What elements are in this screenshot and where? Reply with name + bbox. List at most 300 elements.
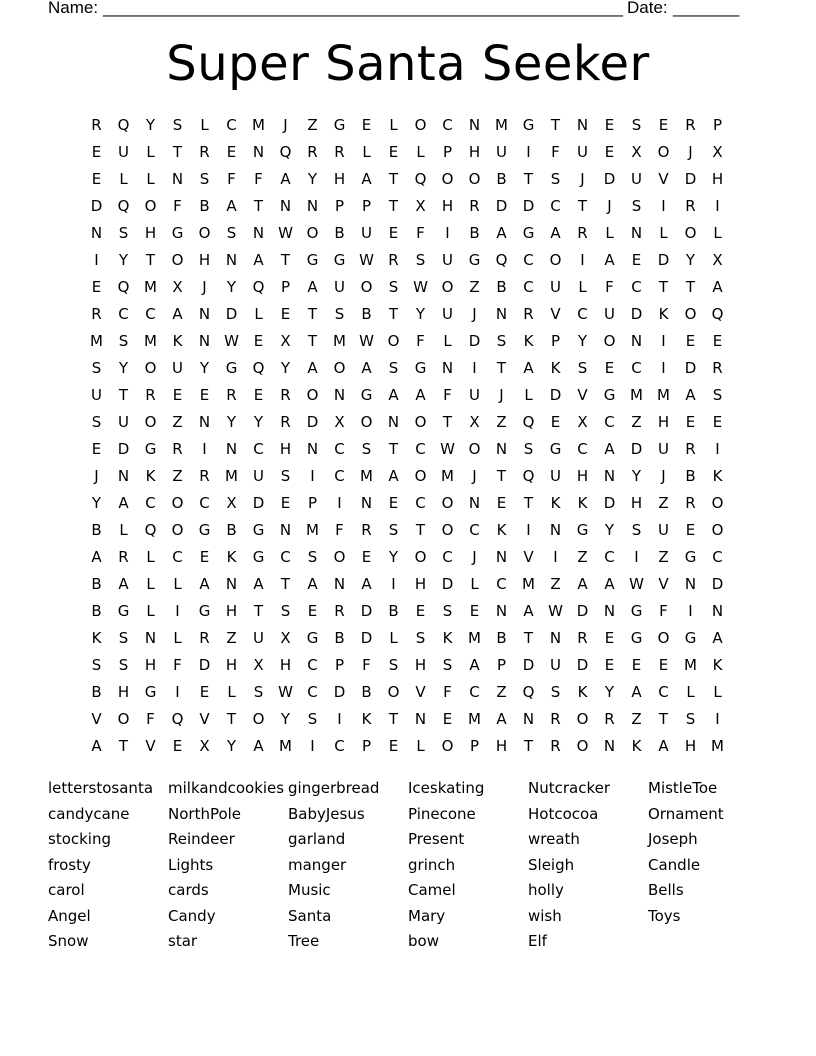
grid-letter[interactable]: Y <box>145 116 156 134</box>
grid-letter[interactable]: U <box>658 521 669 539</box>
grid-letter[interactable]: U <box>550 467 561 485</box>
grid-letter[interactable]: R <box>685 440 696 458</box>
grid-letter[interactable]: A <box>604 251 615 269</box>
grid-letter[interactable]: S <box>388 656 399 674</box>
grid-letter[interactable]: I <box>553 548 558 566</box>
grid-letter[interactable]: L <box>416 737 425 755</box>
grid-letter[interactable]: O <box>657 143 670 161</box>
grid-letter[interactable]: R <box>685 197 696 215</box>
grid-letter[interactable]: M <box>279 737 292 755</box>
grid-letter[interactable]: H <box>144 224 157 242</box>
grid-letter[interactable]: E <box>658 116 669 134</box>
grid-letter[interactable]: D <box>117 440 130 458</box>
grid-letter[interactable]: S <box>307 548 318 566</box>
grid-letter[interactable]: D <box>468 332 481 350</box>
grid-letter[interactable]: D <box>198 656 211 674</box>
grid-letter[interactable]: A <box>523 602 534 620</box>
grid-letter[interactable]: Q <box>522 413 535 431</box>
grid-letter[interactable]: E <box>388 494 399 512</box>
grid-letter[interactable]: T <box>523 737 534 755</box>
grid-letter[interactable]: X <box>172 278 183 296</box>
grid-letter[interactable]: S <box>415 251 426 269</box>
grid-letter[interactable]: U <box>118 413 129 431</box>
grid-letter[interactable]: E <box>199 548 210 566</box>
grid-letter[interactable]: D <box>603 494 616 512</box>
grid-letter[interactable]: E <box>604 629 615 647</box>
grid-letter[interactable]: Y <box>91 494 102 512</box>
grid-letter[interactable]: T <box>388 305 399 323</box>
grid-letter[interactable]: N <box>495 602 508 620</box>
grid-letter[interactable]: T <box>577 197 588 215</box>
grid-letter[interactable]: N <box>252 143 265 161</box>
grid-letter[interactable]: D <box>549 386 562 404</box>
grid-letter[interactable]: Z <box>577 548 588 566</box>
grid-letter[interactable]: A <box>118 575 129 593</box>
grid-letter[interactable]: H <box>414 575 427 593</box>
grid-letter[interactable]: N <box>522 710 535 728</box>
grid-letter[interactable]: S <box>523 440 534 458</box>
grid-letter[interactable]: I <box>472 359 477 377</box>
grid-letter[interactable]: D <box>657 251 670 269</box>
grid-letter[interactable]: K <box>712 656 723 674</box>
grid-letter[interactable]: A <box>280 170 291 188</box>
grid-letter[interactable]: W <box>548 602 563 620</box>
grid-letter[interactable]: O <box>387 332 400 350</box>
grid-letter[interactable]: D <box>90 197 103 215</box>
grid-letter[interactable]: A <box>388 467 399 485</box>
grid-letter[interactable]: H <box>198 251 211 269</box>
grid-letter[interactable]: N <box>90 224 103 242</box>
grid-letter[interactable]: H <box>144 656 157 674</box>
grid-letter[interactable]: E <box>361 548 372 566</box>
grid-letter[interactable]: F <box>416 224 425 242</box>
grid-letter[interactable]: O <box>360 413 373 431</box>
grid-letter[interactable]: Q <box>252 278 265 296</box>
grid-letter[interactable]: R <box>604 710 615 728</box>
grid-letter[interactable]: L <box>470 575 479 593</box>
grid-letter[interactable]: K <box>226 548 237 566</box>
grid-letter[interactable]: O <box>144 359 157 377</box>
grid-letter[interactable]: O <box>414 548 427 566</box>
grid-letter[interactable]: I <box>715 710 720 728</box>
grid-letter[interactable]: F <box>227 170 236 188</box>
grid-letter[interactable]: C <box>604 548 615 566</box>
grid-letter[interactable]: F <box>416 332 425 350</box>
grid-letter[interactable]: E <box>631 656 642 674</box>
grid-letter[interactable]: N <box>198 413 211 431</box>
grid-letter[interactable]: N <box>711 602 724 620</box>
grid-letter[interactable]: E <box>604 656 615 674</box>
grid-letter[interactable]: K <box>631 737 642 755</box>
grid-letter[interactable]: O <box>171 251 184 269</box>
grid-letter[interactable]: T <box>118 386 129 404</box>
grid-letter[interactable]: C <box>415 494 426 512</box>
grid-letter[interactable]: K <box>523 332 534 350</box>
grid-letter[interactable]: G <box>522 116 535 134</box>
grid-letter[interactable]: O <box>360 278 373 296</box>
grid-letter[interactable]: A <box>253 251 264 269</box>
grid-letter[interactable]: J <box>688 143 693 161</box>
grid-letter[interactable]: S <box>631 116 642 134</box>
grid-letter[interactable]: U <box>334 278 345 296</box>
grid-letter[interactable]: Y <box>253 413 264 431</box>
grid-letter[interactable]: A <box>550 224 561 242</box>
grid-letter[interactable]: A <box>712 278 723 296</box>
grid-letter[interactable]: J <box>661 467 666 485</box>
grid-letter[interactable]: Z <box>496 683 507 701</box>
grid-letter[interactable]: A <box>307 575 318 593</box>
grid-letter[interactable]: W <box>359 332 374 350</box>
grid-letter[interactable]: X <box>712 143 723 161</box>
grid-letter[interactable]: A <box>604 575 615 593</box>
grid-letter[interactable]: G <box>630 629 643 647</box>
grid-letter[interactable]: X <box>469 413 480 431</box>
grid-letter[interactable]: T <box>388 170 399 188</box>
grid-letter[interactable]: Y <box>226 278 237 296</box>
grid-letter[interactable]: N <box>495 440 508 458</box>
grid-letter[interactable]: E <box>604 359 615 377</box>
grid-letter[interactable]: M <box>630 386 643 404</box>
grid-letter[interactable]: A <box>91 548 102 566</box>
grid-letter[interactable]: E <box>253 332 264 350</box>
grid-letter[interactable]: Q <box>117 278 130 296</box>
grid-letter[interactable]: Z <box>658 494 669 512</box>
grid-letter[interactable]: M <box>144 278 157 296</box>
grid-letter[interactable]: M <box>657 386 670 404</box>
grid-letter[interactable]: L <box>119 170 128 188</box>
grid-letter[interactable]: F <box>362 656 371 674</box>
grid-letter[interactable]: O <box>171 494 184 512</box>
grid-letter[interactable]: W <box>278 224 293 242</box>
grid-letter[interactable]: W <box>359 251 374 269</box>
grid-letter[interactable]: F <box>605 278 614 296</box>
grid-letter[interactable]: I <box>715 440 720 458</box>
grid-letter[interactable]: Z <box>172 467 183 485</box>
grid-letter[interactable]: I <box>715 197 720 215</box>
grid-letter[interactable]: Q <box>117 116 130 134</box>
grid-letter[interactable]: P <box>361 737 372 755</box>
grid-letter[interactable]: Y <box>577 332 588 350</box>
grid-letter[interactable]: W <box>629 575 644 593</box>
grid-letter[interactable]: Y <box>415 305 426 323</box>
grid-letter[interactable]: W <box>278 683 293 701</box>
grid-letter[interactable]: O <box>441 494 454 512</box>
grid-letter[interactable]: L <box>146 602 155 620</box>
grid-letter[interactable]: H <box>414 656 427 674</box>
grid-letter[interactable]: S <box>388 521 399 539</box>
grid-letter[interactable]: E <box>388 224 399 242</box>
grid-letter[interactable]: M <box>144 332 157 350</box>
grid-letter[interactable]: R <box>334 602 345 620</box>
grid-letter[interactable]: G <box>630 602 643 620</box>
grid-letter[interactable]: B <box>496 170 507 188</box>
grid-letter[interactable]: A <box>631 683 642 701</box>
grid-letter[interactable]: Y <box>388 548 399 566</box>
grid-letter[interactable]: F <box>443 683 452 701</box>
grid-letter[interactable]: N <box>549 629 562 647</box>
grid-letter[interactable]: E <box>658 656 669 674</box>
grid-letter[interactable]: M <box>711 737 724 755</box>
grid-letter[interactable]: W <box>440 440 455 458</box>
grid-letter[interactable]: Q <box>711 305 724 323</box>
grid-letter[interactable]: R <box>280 413 291 431</box>
grid-letter[interactable]: R <box>685 494 696 512</box>
grid-letter[interactable]: O <box>144 413 157 431</box>
grid-letter[interactable]: H <box>576 467 589 485</box>
grid-letter[interactable]: Y <box>280 359 291 377</box>
grid-letter[interactable]: O <box>576 710 589 728</box>
grid-letter[interactable]: D <box>630 440 643 458</box>
grid-letter[interactable]: T <box>523 170 534 188</box>
grid-letter[interactable]: M <box>522 575 535 593</box>
grid-letter[interactable]: N <box>198 332 211 350</box>
grid-letter[interactable]: C <box>199 494 210 512</box>
grid-letter[interactable]: R <box>550 737 561 755</box>
grid-letter[interactable]: M <box>495 116 508 134</box>
grid-letter[interactable]: A <box>199 575 210 593</box>
grid-letter[interactable]: M <box>252 116 265 134</box>
grid-letter[interactable]: Z <box>658 548 669 566</box>
grid-letter[interactable]: T <box>658 278 669 296</box>
grid-letter[interactable]: U <box>172 359 183 377</box>
grid-letter[interactable]: Y <box>280 710 291 728</box>
grid-letter[interactable]: H <box>657 413 670 431</box>
grid-letter[interactable]: S <box>577 359 588 377</box>
grid-letter[interactable]: L <box>146 548 155 566</box>
grid-letter[interactable]: E <box>712 413 723 431</box>
grid-letter[interactable]: D <box>576 656 589 674</box>
grid-letter[interactable]: S <box>685 710 696 728</box>
grid-letter[interactable]: R <box>91 305 102 323</box>
grid-letter[interactable]: X <box>226 494 237 512</box>
grid-letter[interactable]: N <box>333 386 346 404</box>
grid-letter[interactable]: A <box>226 197 237 215</box>
grid-letter[interactable]: C <box>280 548 291 566</box>
grid-letter[interactable]: B <box>334 224 345 242</box>
grid-letter[interactable]: S <box>631 521 642 539</box>
grid-letter[interactable]: B <box>91 521 102 539</box>
grid-letter[interactable]: P <box>361 197 372 215</box>
grid-letter[interactable]: C <box>442 548 453 566</box>
grid-letter[interactable]: T <box>523 494 534 512</box>
grid-letter[interactable]: U <box>550 656 561 674</box>
grid-letter[interactable]: S <box>118 629 129 647</box>
grid-letter[interactable]: X <box>280 629 291 647</box>
grid-letter[interactable]: E <box>280 305 291 323</box>
grid-letter[interactable]: L <box>146 170 155 188</box>
grid-letter[interactable]: S <box>91 656 102 674</box>
grid-letter[interactable]: D <box>495 197 508 215</box>
grid-letter[interactable]: N <box>306 197 319 215</box>
grid-letter[interactable]: G <box>333 116 346 134</box>
grid-letter[interactable]: A <box>307 359 318 377</box>
grid-letter[interactable]: N <box>495 305 508 323</box>
grid-letter[interactable]: G <box>198 602 211 620</box>
grid-letter[interactable]: L <box>362 143 371 161</box>
grid-letter[interactable]: N <box>225 440 238 458</box>
grid-letter[interactable]: K <box>577 494 588 512</box>
grid-letter[interactable]: R <box>307 143 318 161</box>
grid-letter[interactable]: D <box>252 494 265 512</box>
grid-letter[interactable]: G <box>468 251 481 269</box>
grid-letter[interactable]: C <box>469 521 480 539</box>
grid-letter[interactable]: S <box>226 224 237 242</box>
grid-letter[interactable]: P <box>442 143 453 161</box>
grid-letter[interactable]: R <box>280 386 291 404</box>
grid-letter[interactable]: T <box>118 737 129 755</box>
grid-letter[interactable]: E <box>631 251 642 269</box>
grid-letter[interactable]: M <box>90 332 103 350</box>
grid-letter[interactable]: P <box>334 197 345 215</box>
grid-letter[interactable]: O <box>414 413 427 431</box>
grid-letter[interactable]: N <box>441 359 454 377</box>
grid-letter[interactable]: V <box>199 710 210 728</box>
grid-letter[interactable]: Y <box>685 251 696 269</box>
grid-letter[interactable]: L <box>227 683 236 701</box>
grid-letter[interactable]: R <box>91 116 102 134</box>
grid-letter[interactable]: O <box>252 710 265 728</box>
grid-letter[interactable]: H <box>225 656 238 674</box>
grid-letter[interactable]: C <box>577 440 588 458</box>
grid-letter[interactable]: R <box>577 224 588 242</box>
grid-letter[interactable]: I <box>175 602 180 620</box>
grid-letter[interactable]: A <box>577 575 588 593</box>
grid-letter[interactable]: O <box>198 224 211 242</box>
grid-letter[interactable]: T <box>388 197 399 215</box>
grid-letter[interactable]: B <box>496 629 507 647</box>
grid-letter[interactable]: I <box>634 548 639 566</box>
grid-letter[interactable]: O <box>306 386 319 404</box>
grid-letter[interactable]: R <box>199 629 210 647</box>
grid-letter[interactable]: G <box>684 629 697 647</box>
grid-letter[interactable]: C <box>712 548 723 566</box>
grid-letter[interactable]: N <box>171 170 184 188</box>
grid-letter[interactable]: E <box>712 332 723 350</box>
grid-letter[interactable]: X <box>415 197 426 215</box>
grid-letter[interactable]: L <box>416 143 425 161</box>
grid-letter[interactable]: R <box>334 143 345 161</box>
grid-letter[interactable]: L <box>605 224 614 242</box>
grid-letter[interactable]: U <box>469 386 480 404</box>
grid-letter[interactable]: F <box>173 656 182 674</box>
grid-letter[interactable]: K <box>577 683 588 701</box>
grid-letter[interactable]: Q <box>171 710 184 728</box>
grid-letter[interactable]: J <box>472 467 477 485</box>
grid-letter[interactable]: V <box>658 170 669 188</box>
grid-letter[interactable]: G <box>576 521 589 539</box>
grid-letter[interactable]: G <box>603 386 616 404</box>
grid-letter[interactable]: T <box>280 251 291 269</box>
grid-letter[interactable]: C <box>631 359 642 377</box>
grid-letter[interactable]: O <box>441 278 454 296</box>
grid-letter[interactable]: Y <box>307 170 318 188</box>
grid-letter[interactable]: E <box>496 494 507 512</box>
grid-letter[interactable]: H <box>684 737 697 755</box>
grid-letter[interactable]: I <box>337 494 342 512</box>
grid-letter[interactable]: H <box>495 737 508 755</box>
grid-letter[interactable]: L <box>173 575 182 593</box>
grid-letter[interactable]: E <box>415 602 426 620</box>
grid-letter[interactable]: L <box>713 683 722 701</box>
grid-letter[interactable]: A <box>712 629 723 647</box>
grid-letter[interactable]: I <box>94 251 99 269</box>
grid-letter[interactable]: H <box>441 197 454 215</box>
grid-letter[interactable]: F <box>335 521 344 539</box>
grid-letter[interactable]: E <box>388 737 399 755</box>
grid-letter[interactable]: N <box>225 251 238 269</box>
grid-letter[interactable]: I <box>445 224 450 242</box>
grid-letter[interactable]: C <box>334 467 345 485</box>
grid-letter[interactable]: L <box>578 278 587 296</box>
grid-letter[interactable]: Q <box>522 467 535 485</box>
grid-letter[interactable]: D <box>684 170 697 188</box>
grid-letter[interactable]: C <box>658 683 669 701</box>
grid-letter[interactable]: N <box>603 737 616 755</box>
grid-letter[interactable]: D <box>522 656 535 674</box>
grid-letter[interactable]: R <box>226 386 237 404</box>
grid-letter[interactable]: R <box>172 440 183 458</box>
grid-letter[interactable]: H <box>117 683 130 701</box>
grid-letter[interactable]: S <box>91 413 102 431</box>
grid-letter[interactable]: H <box>279 440 292 458</box>
grid-letter[interactable]: B <box>388 602 399 620</box>
grid-letter[interactable]: M <box>333 332 346 350</box>
grid-letter[interactable]: E <box>307 602 318 620</box>
grid-letter[interactable]: T <box>388 440 399 458</box>
grid-letter[interactable]: G <box>198 521 211 539</box>
grid-letter[interactable]: T <box>172 143 183 161</box>
grid-letter[interactable]: K <box>91 629 102 647</box>
grid-letter[interactable]: G <box>144 683 157 701</box>
grid-letter[interactable]: E <box>253 386 264 404</box>
grid-letter[interactable]: N <box>333 575 346 593</box>
grid-letter[interactable]: K <box>145 467 156 485</box>
grid-letter[interactable]: Q <box>495 251 508 269</box>
grid-letter[interactable]: R <box>685 116 696 134</box>
grid-letter[interactable]: E <box>226 143 237 161</box>
grid-letter[interactable]: N <box>684 575 697 593</box>
grid-letter[interactable]: F <box>443 386 452 404</box>
grid-letter[interactable]: C <box>442 116 453 134</box>
grid-letter[interactable]: S <box>307 710 318 728</box>
grid-letter[interactable]: U <box>604 305 615 323</box>
grid-letter[interactable]: A <box>415 386 426 404</box>
grid-letter[interactable]: J <box>607 197 612 215</box>
grid-letter[interactable]: P <box>280 278 291 296</box>
grid-letter[interactable]: E <box>685 332 696 350</box>
grid-letter[interactable]: O <box>144 197 157 215</box>
grid-letter[interactable]: P <box>334 656 345 674</box>
grid-letter[interactable]: Y <box>604 521 615 539</box>
grid-letter[interactable]: S <box>361 440 372 458</box>
grid-letter[interactable]: I <box>661 197 666 215</box>
grid-letter[interactable]: T <box>442 413 453 431</box>
grid-letter[interactable]: R <box>550 710 561 728</box>
grid-letter[interactable]: Y <box>118 251 129 269</box>
grid-letter[interactable]: I <box>661 332 666 350</box>
grid-letter[interactable]: G <box>333 251 346 269</box>
grid-letter[interactable]: L <box>173 629 182 647</box>
grid-letter[interactable]: P <box>712 116 723 134</box>
grid-letter[interactable]: K <box>361 710 372 728</box>
grid-letter[interactable]: G <box>225 359 238 377</box>
grid-letter[interactable]: G <box>117 602 130 620</box>
grid-letter[interactable]: V <box>577 386 588 404</box>
grid-letter[interactable]: V <box>550 305 561 323</box>
grid-letter[interactable]: S <box>172 116 183 134</box>
grid-letter[interactable]: P <box>550 332 561 350</box>
grid-letter[interactable]: O <box>414 116 427 134</box>
